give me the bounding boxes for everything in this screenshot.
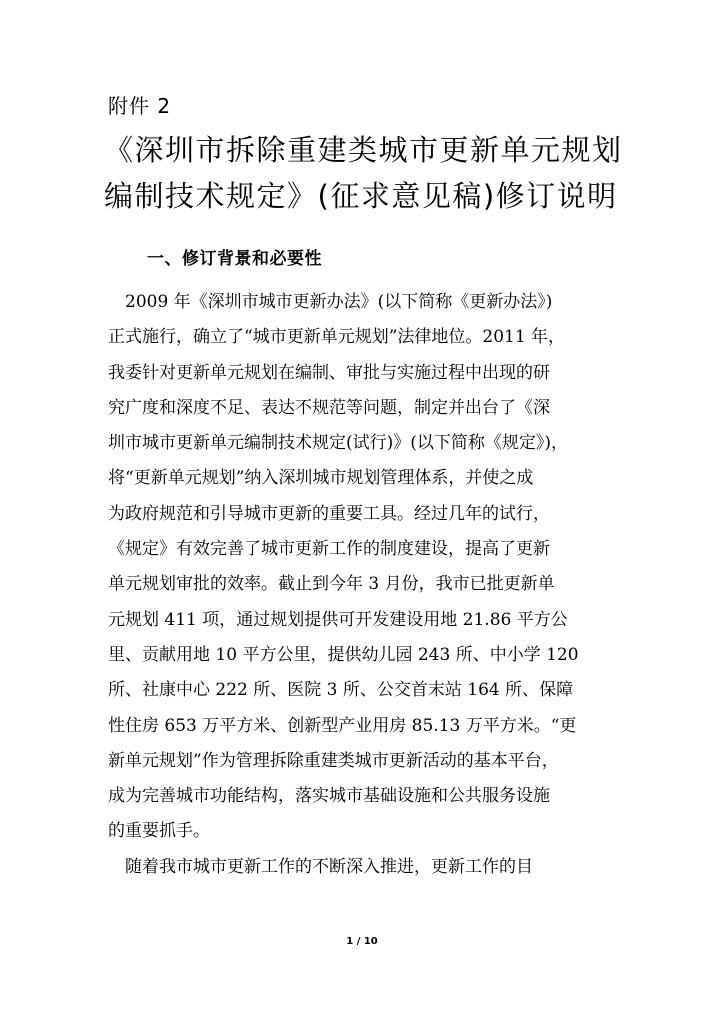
body-paragraphs: [108, 285, 628, 885]
section-heading: 一、修订背景和必要性: [147, 249, 322, 269]
body-line: 究广度和深度不足、表达不规范等问题，制定并出台了《深: [108, 397, 550, 418]
body-line: 新单元规划”作为管理拆除重建类城市更新活动的基本平台，: [108, 750, 559, 771]
body-line: 元规划 411 项，通过规划提供可开发建设用地 21.86 平方公: [108, 609, 568, 630]
title-line-1: 《深圳市拆除重建类城市更新单元规划: [104, 133, 623, 167]
document-title: [104, 127, 624, 219]
body-line: 所、社康中心 222 所、医院 3 所、公交首末站 164 所、保障: [108, 680, 574, 701]
body-line: 的重要抓手。: [108, 821, 210, 842]
attachment-label: 附件 2: [108, 94, 172, 118]
title-line-2: 编制技术规定》(征求意见稿)修订说明: [104, 179, 618, 213]
body-line: 性住房 653 万平方米、创新型产业用房 85.13 万平方米。“更: [108, 715, 577, 736]
body-line: 2009 年《深圳市城市更新办法》(以下简称《更新办法》): [108, 292, 553, 312]
body-line: 《规定》有效完善了城市更新工作的制度建设，提高了更新: [108, 539, 550, 560]
body-line: 为政府规范和引导城市更新的重要工具。经过几年的试行，: [108, 503, 550, 524]
body-line: 随着我市城市更新工作的不断深入推进，更新工作的目: [108, 856, 533, 877]
page-indicator: 1 / 10: [346, 936, 378, 947]
body-line: 单元规划审批的效率。截止到今年 3 月份，我市已批更新单: [108, 574, 555, 595]
body-line: 将“更新单元规划”纳入深圳城市规划管理体系，并使之成: [108, 468, 534, 489]
body-line: 正式施行，确立了“城市更新单元规划”法律地位。2011 年，: [108, 327, 566, 348]
body-line: 我委针对更新单元规划在编制、审批与实施过程中出现的研: [108, 362, 550, 383]
body-line: 圳市城市更新单元编制技术规定(试行)》(以下简称《规定》)，: [108, 433, 569, 454]
body-line: 里、贡献用地 10 平方公里，提供幼儿园 243 所、中小学 120: [108, 644, 579, 665]
body-line: 成为完善城市功能结构，落实城市基础设施和公共服务设施: [108, 786, 550, 807]
